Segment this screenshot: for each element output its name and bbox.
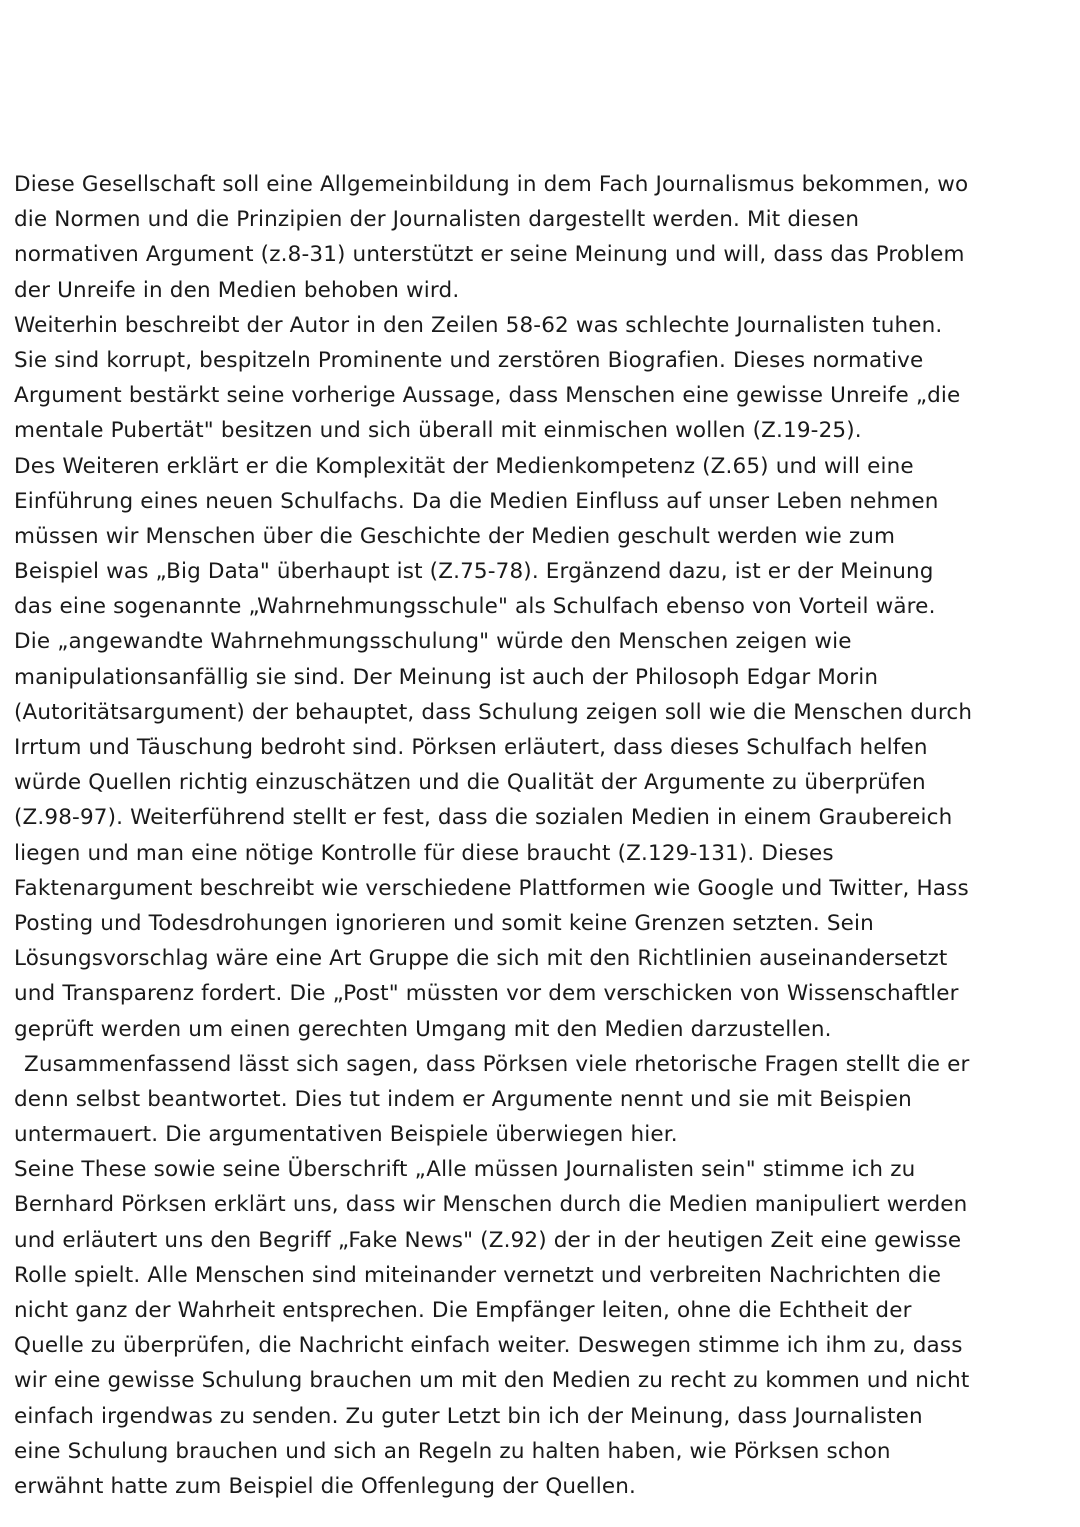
text-line: würde Quellen richtig einzuschätzen und die Qualität der Argumente zu überprüfen xyxy=(14,770,926,796)
text-line: Beispiel was „Big Data" überhaupt ist (Z.75-78). Ergänzend dazu, ist er der Meinung xyxy=(14,559,934,585)
text-line: Rolle spielt. Alle Menschen sind miteinander vernetzt und verbreiten Nachrichten die xyxy=(14,1262,942,1288)
text-line: eine Schulung brauchen und sich an Regeln zu halten haben, wie Pörksen schon xyxy=(14,1438,891,1464)
text-line: das eine sogenannte „Wahrnehmungsschule" als Schulfach ebenso von Vorteil wäre. xyxy=(14,594,936,620)
text-line: der Unreife in den Medien behoben wird. xyxy=(14,277,460,303)
text-line: Seine These sowie seine Überschrift „Alle müssen Journalisten sein" stimme ich zu xyxy=(14,1157,916,1183)
text-line: müssen wir Menschen über die Geschichte der Medien geschult werden wie zum xyxy=(14,523,896,549)
text-line: normativen Argument (z.8-31) unterstützt er seine Meinung und will, dass das Problem xyxy=(14,242,965,268)
text-line: Sie sind korrupt, bespitzeln Prominente und zerstören Biografien. Dieses normative xyxy=(14,347,924,373)
text-line: und Transparenz fordert. Die „Post" müssten vor dem verschicken von Wissenschaftler xyxy=(14,981,959,1007)
text-line: (Autoritätsargument) der behauptet, dass Schulung zeigen soll wie die Menschen durch xyxy=(14,699,973,725)
text-line: geprüft werden um einen gerechten Umgang mit den Medien darzustellen. xyxy=(14,1016,832,1042)
text-line: die Normen und die Prinzipien der Journalisten dargestellt werden. Mit diesen xyxy=(14,207,860,233)
essay-text xyxy=(14,167,1074,1504)
text-line: mentale Pubertät" besitzen und sich überall mit einmischen wollen (Z.19-25). xyxy=(14,418,862,444)
text-line: manipulationsanfällig sie sind. Der Meinung ist auch der Philosoph Edgar Morin xyxy=(14,664,879,690)
text-line: Quelle zu überprüfen, die Nachricht einfach weiter. Deswegen stimme ich ihm zu, dass xyxy=(14,1333,963,1359)
text-line: wir eine gewisse Schulung brauchen um mit den Medien zu recht zu kommen und nicht xyxy=(14,1368,970,1394)
text-line: Argument bestärkt seine vorherige Aussage, dass Menschen eine gewisse Unreife „die xyxy=(14,383,961,409)
text-line: nicht ganz der Wahrheit entsprechen. Die Empfänger leiten, ohne die Echtheit der xyxy=(14,1298,912,1323)
text-line: denn selbst beantwortet. Dies tut indem er Argumente nennt und sie mit Beispien xyxy=(14,1086,912,1112)
text-line: Des Weiteren erklärt er die Komplexität der Medienkompetenz (Z.65) und will eine xyxy=(14,453,914,479)
text-line: Posting und Todesdrohungen ignorieren und somit keine Grenzen setzten. Sein xyxy=(14,910,874,936)
text-line: liegen und man eine nötige Kontrolle für diese braucht (Z.129-131). Dieses xyxy=(14,840,834,866)
text-line: Zusammenfassend lässt sich sagen, dass Pörksen viele rhetorische Fragen stellt die er xyxy=(24,1051,970,1077)
text-line: Die „angewandte Wahrnehmungsschulung" würde den Menschen zeigen wie xyxy=(14,629,852,655)
text-line: einfach irgendwas zu senden. Zu guter Letzt bin ich der Meinung, dass Journalisten xyxy=(14,1403,923,1429)
text-line: erwähnt hatte zum Beispiel die Offenlegung der Quellen. xyxy=(14,1473,636,1499)
text-line: untermauert. Die argumentativen Beispiele überwiegen hier. xyxy=(14,1122,678,1148)
text-line: Bernhard Pörksen erklärt uns, dass wir Menschen durch die Medien manipuliert werden xyxy=(14,1192,968,1218)
text-line: und erläutert uns den Begriff „Fake News" (Z.92) der in der heutigen Zeit eine gewisse xyxy=(14,1227,962,1253)
text-line: Lösungsvorschlag wäre eine Art Gruppe die sich mit den Richtlinien auseinandersetzt xyxy=(14,946,948,972)
text-line: Diese Gesellschaft soll eine Allgemeinbildung in dem Fach Journalismus bekommen, wo xyxy=(14,172,969,197)
text-line: Einführung eines neuen Schulfachs. Da die Medien Einfluss auf unser Leben nehmen xyxy=(14,488,939,514)
text-line: Faktenargument beschreibt wie verschiedene Plattformen wie Google und Twitter, Hass xyxy=(14,875,969,901)
text-line: Irrtum und Täuschung bedroht sind. Pörksen erläutert, dass dieses Schulfach helfen xyxy=(14,735,928,760)
text-line: (Z.98-97). Weiterführend stellt er fest, dass die sozialen Medien in einem Graubereich xyxy=(14,805,953,831)
text-line: Weiterhin beschreibt der Autor in den Zeilen 58-62 was schlechte Journalisten tuhen. xyxy=(14,312,943,338)
